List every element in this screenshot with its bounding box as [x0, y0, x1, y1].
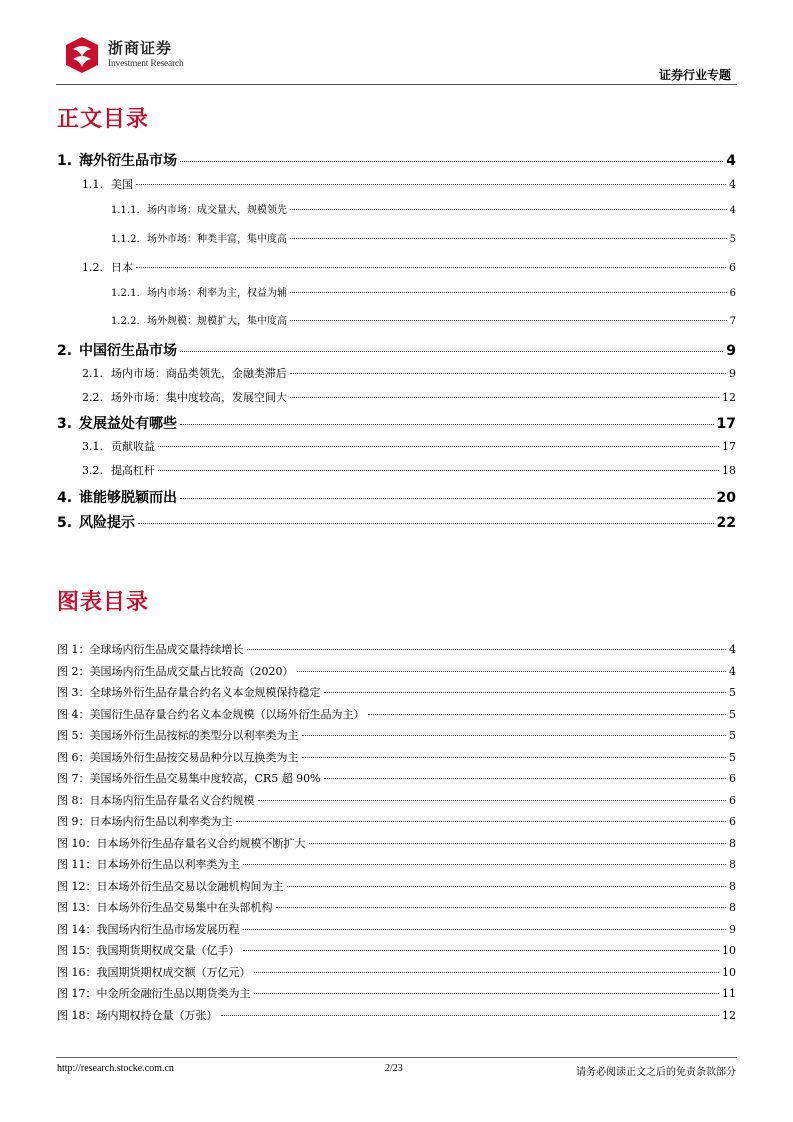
figure-entry-page: 6 [729, 815, 736, 828]
leader-dots [287, 886, 727, 887]
toc-entry-number: 2.1. [82, 367, 103, 380]
toc-entry-page: 9 [726, 343, 736, 359]
figure-entry-label: 图 10：日本场外衍生品存量名义合约规模不断扩大 [57, 836, 306, 850]
figure-entry-label: 图 7：美国场外衍生品交易集中度较高，CR5 超 90% [57, 772, 321, 785]
company-logo [62, 33, 182, 79]
toc-entry-page: 5 [729, 234, 736, 245]
leader-dots [180, 161, 723, 162]
toc-entry[interactable] [111, 312, 736, 327]
figure-entry-label: 图 11：日本场外衍生品以利率类为主 [57, 858, 240, 871]
toc-entry-number: 4. [57, 490, 73, 506]
figure-entry[interactable] [57, 706, 736, 722]
toc-entry-label: 日本 [111, 261, 133, 274]
toc-entry-label: 海外衍生品市场 [79, 153, 177, 169]
figure-entry[interactable] [57, 985, 736, 1001]
toc-entry[interactable] [82, 259, 736, 275]
toc-title: 正文目录 [57, 107, 150, 132]
toc-entry-label: 场外规模：规模扩大，集中度高 [147, 316, 287, 327]
toc-entry[interactable] [111, 284, 736, 299]
leader-dots [180, 498, 714, 499]
toc-entry[interactable] [57, 150, 736, 170]
toc-entry-number: 2. [57, 343, 73, 359]
leader-dots [180, 424, 714, 425]
leader-dots [247, 649, 727, 650]
figure-entry-label: 图 5：美国场外衍生品按标的类型分以利率类为主 [57, 729, 299, 742]
toc-entry-number: 5. [57, 515, 73, 531]
leader-dots [243, 950, 720, 951]
toc-entry-page: 6 [729, 261, 736, 274]
toc-entry-page: 22 [716, 515, 736, 531]
figure-entry-page: 8 [729, 879, 736, 893]
figure-entry[interactable] [57, 727, 736, 743]
figure-entry-page: 10 [722, 944, 736, 957]
toc-entry-number: 1.1. [82, 178, 103, 191]
figure-entry[interactable] [57, 641, 736, 657]
toc-entry[interactable] [111, 230, 736, 245]
leader-dots [297, 671, 727, 672]
toc-entry-number: 1.2. [82, 261, 103, 274]
leader-dots [290, 238, 727, 239]
leader-dots [158, 446, 719, 447]
leader-dots [276, 907, 727, 908]
figure-entry-label: 图 12：日本场外衍生品交易以金融机构间为主 [57, 879, 284, 893]
toc-entry-label: 场内市场：利率为主，权益为辅 [147, 288, 287, 299]
toc-entry[interactable] [57, 487, 736, 507]
toc-entry-number: 1. [57, 153, 73, 169]
toc-entry-label: 场内市场：成交量大，规模领先 [147, 205, 287, 216]
figure-entry-page: 5 [729, 750, 736, 764]
toc-entry-page: 4 [729, 205, 736, 216]
figure-entry[interactable] [57, 942, 736, 958]
figure-entry[interactable] [57, 878, 736, 894]
toc-entry-number: 1.2.1. [111, 288, 140, 299]
toc-entry[interactable] [82, 389, 736, 405]
figure-entry[interactable] [57, 684, 736, 700]
figure-entry-label: 图 2：美国场内衍生品成交量占比较高（2020） [57, 664, 294, 678]
toc-entry-page: 12 [722, 391, 736, 404]
company-name-cn: 浙商证券 [108, 39, 173, 57]
figure-entry[interactable] [57, 792, 736, 808]
toc-entry[interactable] [82, 365, 736, 381]
figure-entry-label: 图 1：全球场内衍生品成交量持续增长 [57, 643, 244, 656]
leader-dots [254, 972, 720, 973]
toc-entry[interactable] [57, 340, 736, 360]
figure-entry-page: 6 [729, 772, 736, 785]
figure-entry[interactable] [57, 964, 736, 980]
toc-entry[interactable] [57, 413, 736, 433]
figure-entry-label: 图 18：场内期权持仓量（万张） [57, 1008, 218, 1022]
toc-entry-label: 美国 [111, 178, 133, 191]
toc-entry-label: 中国衍生品市场 [79, 343, 177, 359]
toc-entry-label: 贡献收益 [111, 440, 155, 453]
leader-dots [258, 800, 727, 801]
toc-entry-number: 3.2. [82, 464, 103, 477]
figure-entry-page: 4 [729, 643, 736, 656]
toc-entry-page: 17 [722, 440, 736, 453]
footer-url[interactable]: http://research.stocke.com.cn [57, 1063, 174, 1074]
figure-entry-label: 图 17：中金所金融衍生品以期货类为主 [57, 987, 251, 1000]
toc-entry-page: 4 [726, 153, 736, 169]
disclaimer-note: 请务必阅读正文之后的免责条款部分 [576, 1067, 736, 1078]
logo-emblem-icon [62, 35, 102, 75]
figure-entry-page: 9 [729, 922, 736, 936]
toc-entry-page: 4 [729, 178, 736, 191]
figure-entry-page: 8 [729, 836, 736, 850]
figures-title: 图表目录 [57, 590, 150, 615]
toc-entry[interactable] [111, 201, 736, 216]
figure-entry[interactable] [57, 835, 736, 851]
leader-dots [309, 843, 727, 844]
leader-dots [324, 692, 727, 693]
figure-entry-page: 11 [722, 987, 736, 1000]
toc-entry[interactable] [82, 438, 736, 454]
leader-dots [290, 373, 726, 374]
figure-entry[interactable] [57, 899, 736, 915]
report-type: 证券行业专题 [658, 68, 731, 82]
leader-dots [136, 184, 726, 185]
figure-entry-label: 图 9：日本场内衍生品以利率类为主 [57, 815, 233, 828]
page-number: 2/23 [385, 1063, 403, 1074]
leader-dots [180, 351, 723, 352]
figure-entry-label: 图 8：日本场内衍生品存量名义合约规模 [57, 793, 255, 807]
figure-entry-label: 图 4：美国衍生品存量合约名义本金规模（以场外衍生品为主） [57, 707, 365, 721]
figure-entry-page: 8 [729, 858, 736, 871]
figure-entry-page: 4 [729, 664, 736, 678]
toc-entry[interactable] [57, 512, 736, 532]
toc-entry-number: 2.2. [82, 391, 103, 404]
figure-entry-page: 8 [729, 901, 736, 914]
leader-dots [221, 1015, 720, 1016]
leader-dots [158, 470, 719, 471]
leader-dots [236, 821, 727, 822]
figure-entry[interactable] [57, 813, 736, 829]
leader-dots [290, 320, 727, 321]
leader-dots [243, 929, 727, 930]
toc-entry-number: 3. [57, 416, 73, 432]
toc-entry-label: 提高杠杆 [111, 464, 155, 477]
figure-entry-page: 5 [729, 729, 736, 742]
leader-dots [138, 523, 714, 524]
figure-entry-label: 图 16：我国期货期权成交额（万亿元） [57, 965, 251, 979]
header-divider [56, 84, 737, 85]
figure-entry[interactable] [57, 749, 736, 765]
toc-entry[interactable] [82, 462, 736, 478]
toc-entry-label: 场外市场：集中度较高，发展空间大 [111, 391, 287, 404]
figure-entry[interactable] [57, 856, 736, 872]
leader-dots [254, 993, 720, 994]
leader-dots [290, 292, 727, 293]
footer-divider [56, 1057, 737, 1058]
toc-entry-label: 场外市场：种类丰富，集中度高 [147, 234, 287, 245]
toc-entry-number: 3.1. [82, 440, 103, 453]
toc-entry-page: 6 [729, 288, 736, 299]
figure-entry[interactable] [57, 1007, 736, 1023]
leader-dots [302, 735, 727, 736]
figure-entry-label: 图 6：美国场外衍生品按交易品种分以互换类为主 [57, 750, 299, 764]
figure-entry-page: 5 [729, 707, 736, 721]
toc-entry-label: 发展益处有哪些 [79, 416, 177, 432]
toc-entry-page: 18 [722, 464, 736, 477]
figure-entry-page: 6 [729, 793, 736, 807]
figure-entry-page: 10 [722, 965, 736, 979]
figure-entry-label: 图 14：我国场内衍生品市场发展历程 [57, 922, 240, 936]
figure-entry[interactable] [57, 663, 736, 679]
leader-dots [243, 864, 727, 865]
toc-entry-page: 17 [716, 416, 736, 432]
company-name-en: Investment Research [108, 59, 184, 69]
leader-dots [290, 397, 719, 398]
toc-entry-number: 1.2.2. [111, 316, 140, 327]
figure-entry[interactable] [57, 921, 736, 937]
leader-dots [324, 778, 726, 779]
leader-dots [290, 209, 727, 210]
toc-entry[interactable] [82, 176, 736, 192]
figure-entry[interactable] [57, 770, 736, 786]
toc-entry-label: 场内市场：商品类领先，金融类滞后 [111, 367, 287, 380]
toc-entry-page: 20 [716, 490, 736, 506]
leader-dots [302, 757, 727, 758]
leader-dots [136, 267, 726, 268]
toc-entry-label: 谁能够脱颖而出 [79, 490, 177, 506]
toc-entry-number: 1.1.1. [111, 205, 140, 216]
toc-entry-number: 1.1.2. [111, 234, 140, 245]
figure-entry-page: 12 [722, 1008, 736, 1022]
leader-dots [368, 714, 727, 715]
figure-entry-label: 图 13：日本场外衍生品交易集中在头部机构 [57, 901, 273, 914]
toc-entry-label: 风险提示 [79, 515, 135, 531]
figure-entry-label: 图 3：全球场外衍生品存量合约名义本金规模保持稳定 [57, 686, 321, 699]
figure-entry-page: 5 [729, 686, 736, 699]
toc-entry-page: 7 [729, 316, 736, 327]
figure-entry-label: 图 15：我国期货期权成交量（亿手） [57, 944, 240, 957]
toc-entry-page: 9 [729, 367, 736, 380]
